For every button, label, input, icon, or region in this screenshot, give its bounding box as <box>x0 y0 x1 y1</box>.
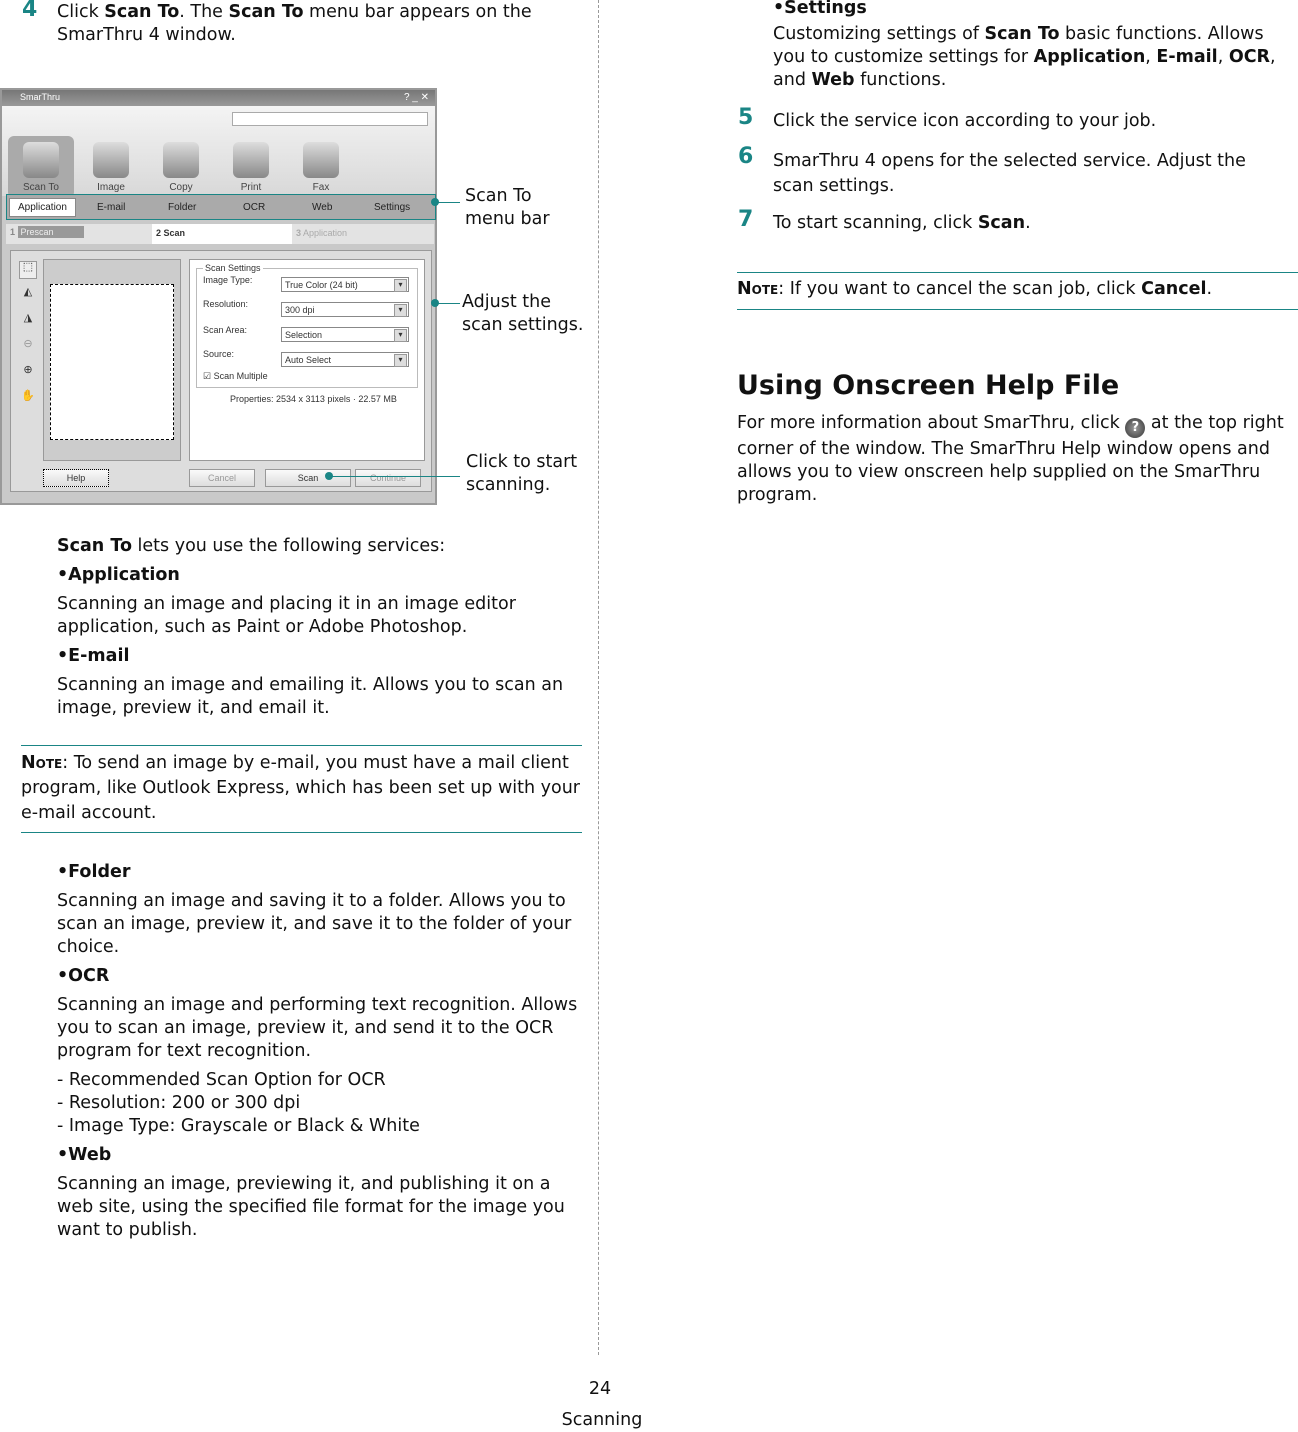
scan-area-select[interactable]: Selection ▾ <box>281 327 409 342</box>
step-3-application[interactable]: 3 Application <box>296 228 348 238</box>
callout-start: Click to start scanning. <box>466 452 578 495</box>
menu-settings[interactable]: Settings <box>374 202 411 213</box>
hand-icon[interactable]: ✋ <box>21 390 35 402</box>
service-copy[interactable]: Copy <box>148 136 214 198</box>
cancel-button[interactable]: Cancel <box>189 469 255 487</box>
service-web: •Web Scanning an image, previewing it, and publishing it on a web site, using the specified file format for the image you want to publish. <box>57 1145 565 1240</box>
service-fax[interactable]: Fax <box>288 136 354 198</box>
service-settings: •Settings Customizing settings of Scan To basic functions. Allows you to customize settings for Application, E-mail, OCR, and Web functions. <box>773 0 1276 90</box>
service-ocr: •OCR Scanning an image and performing text recognition. Allows you to scan an image, preview it, and send it to the OCR program for text recognition. - Recommended Scan Option for OCR - Resolution: 200 or 300 dpi - Image Type: Grayscale or Black & White <box>57 966 578 1136</box>
step-number: 5 <box>738 105 754 130</box>
menu-folder[interactable]: Folder <box>168 202 197 213</box>
scan-panel <box>10 250 432 492</box>
image-type-select[interactable]: True Color (24 bit) ▾ <box>281 277 409 292</box>
callout-line <box>435 303 460 304</box>
callout-adjust: Adjust the scan settings. <box>462 292 584 335</box>
service-print[interactable]: Print <box>218 136 284 198</box>
copier-icon <box>163 142 199 178</box>
window-title: SmarThru <box>20 92 61 102</box>
rotate-icon[interactable]: ◮ <box>23 312 33 324</box>
zoom-out-icon[interactable]: ⊖ <box>23 338 33 350</box>
menu-web[interactable]: Web <box>312 202 333 213</box>
services-intro: Scan To lets you use the following services: <box>57 536 446 556</box>
field-label: Image Type: <box>203 275 253 285</box>
scanner-icon <box>23 142 59 178</box>
fax-icon <box>303 142 339 178</box>
note-email: Note: To send an image by e-mail, you must have a mail client program, like Outlook Express, which has been set up with your e-mail account. <box>21 745 582 833</box>
scan-button[interactable]: Scan <box>265 469 351 487</box>
zoom-in-icon[interactable]: ⊕ <box>23 364 33 376</box>
step-7-text: To start scanning, click Scan. <box>773 213 1031 233</box>
smarthru-window-screenshot <box>0 88 437 505</box>
callout-line <box>330 476 460 477</box>
preview-page <box>50 284 174 440</box>
step-6-text: SmarThru 4 opens for the selected service. Adjust the scan settings. <box>773 151 1246 196</box>
help-minimize-close-icons: ? _ ✕ <box>403 92 429 103</box>
service-folder: •Folder Scanning an image and saving it to a folder. Allows you to scan an image, preview it, and save it to the folder of your choice. <box>57 862 572 957</box>
step-5-text: Click the service icon according to your job. <box>773 111 1157 131</box>
scan-settings-title: Scan Settings <box>205 263 261 273</box>
select-area-icon[interactable]: ⬚ <box>19 261 37 279</box>
help-question-icon: ? <box>1125 418 1145 438</box>
step-tabs <box>6 224 434 244</box>
continue-button[interactable]: Continue <box>355 469 421 487</box>
device-combo[interactable] <box>232 112 428 126</box>
field-label: Scan Area: <box>203 325 248 335</box>
menu-ocr[interactable]: OCR <box>243 202 266 213</box>
service-application: •Application Scanning an image and placing it in an image editor application, such as Paint or Adobe Photoshop. <box>57 565 516 637</box>
callout-line <box>435 202 460 203</box>
scan-multiple-checkbox[interactable]: ☑ Scan Multiple <box>203 371 268 381</box>
step-number: 4 <box>22 0 38 22</box>
service-image[interactable]: Image <box>78 136 144 198</box>
service-scan-to[interactable]: Scan To <box>8 136 74 198</box>
step-2-scan[interactable]: 2 Scan <box>152 224 292 244</box>
page-number: 24 <box>588 1379 612 1399</box>
callout-menubar: Scan To menu bar <box>465 186 550 229</box>
help-button[interactable]: Help <box>43 469 109 487</box>
note-cancel: Note: If you want to cancel the scan job, click Cancel. <box>737 272 1298 310</box>
resolution-select[interactable]: 300 dpi ▾ <box>281 302 409 317</box>
field-label: Resolution: <box>203 299 249 309</box>
title-bar <box>2 90 435 106</box>
step-number: 7 <box>738 207 754 232</box>
step-number: 6 <box>738 144 754 169</box>
service-email: •E-mail Scanning an image and emailing it. Allows you to scan an image, preview it, and email it. <box>57 646 564 718</box>
menu-email[interactable]: E-mail <box>97 202 126 213</box>
column-divider <box>598 0 599 1355</box>
service-toolbar <box>2 106 435 196</box>
preview-area[interactable] <box>43 259 181 461</box>
source-select[interactable]: Auto Select ▾ <box>281 352 409 367</box>
scan-settings-panel <box>189 259 425 461</box>
footer-section: Scanning <box>561 1410 643 1430</box>
step-4-text: Click Scan To. The Scan To menu bar appears on the SmarThru 4 window. <box>57 2 532 45</box>
properties-text: Properties: 2534 x 3113 pixels · 22.57 MB <box>230 394 397 404</box>
help-paragraph: For more information about SmarThru, click ? at the top right corner of the window. The SmarThru Help window opens and allows you to view onscreen help supplied on the SmarThru program. <box>737 413 1284 505</box>
flip-icon[interactable]: ◭ <box>23 286 33 298</box>
field-label: Source: <box>203 349 235 359</box>
image-icon <box>93 142 129 178</box>
menu-application[interactable]: Application <box>9 198 76 217</box>
scan-settings-group <box>196 263 418 388</box>
scan-to-menu-bar <box>6 194 436 220</box>
printer-icon <box>233 142 269 178</box>
section-heading: Using Onscreen Help File <box>737 370 1120 401</box>
step-1-prescan[interactable]: 1 Prescan <box>10 227 84 238</box>
